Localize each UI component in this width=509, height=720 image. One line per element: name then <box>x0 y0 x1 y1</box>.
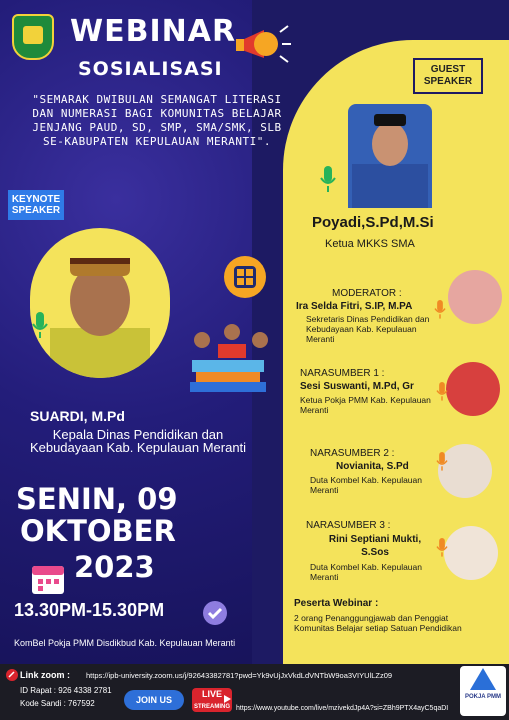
join-us-button[interactable]: JOIN US <box>124 690 184 710</box>
event-month: OKTOBER <box>20 514 176 548</box>
check-icon <box>202 600 228 626</box>
speaker-1-name: Sesi Suswanti, M.Pd, Gr <box>300 381 414 392</box>
speaker-3-role: Duta Kombel Kab. Kepulauan Meranti <box>310 562 422 582</box>
poster-subtitle: SOSIALISASI <box>78 58 223 80</box>
microphone-icon <box>320 166 336 194</box>
reading-illustration <box>172 310 284 400</box>
calendar-icon <box>30 560 66 596</box>
speaker-3-photo <box>444 526 498 580</box>
speaker-1-label: NARASUMBER 1 : <box>300 368 385 379</box>
pokja-pmm-logo <box>460 666 506 716</box>
regency-logo <box>12 14 54 60</box>
event-time: 13.30PM-15.30PM <box>14 600 165 620</box>
pokja-label: POKJA PMM <box>464 694 502 700</box>
microphone-icon <box>436 452 448 472</box>
microphone-icon <box>434 300 446 320</box>
webinar-theme: "SEMARAK DWIBULAN SEMANGAT LITERASI DAN NUMERASI BAGI KOMUNITAS BELAJAR JENJANG PAUD, SD, SMP, SMA/SMK, SLB SE-KABUPATEN KEPULAUAN MERANTI". <box>32 93 282 148</box>
guest-speaker-role: Ketua MKKS SMA <box>325 238 415 250</box>
participants-title: Peserta Webinar : <box>294 598 379 609</box>
speaker-2-label: NARASUMBER 2 : <box>310 448 395 459</box>
speaker-3-label: NARASUMBER 3 : <box>306 520 391 531</box>
megaphone-icon <box>236 22 292 68</box>
play-icon <box>222 694 232 704</box>
moderator-label: MODERATOR : <box>332 288 402 299</box>
microphone-icon <box>436 382 448 402</box>
pokja-emblem-icon <box>468 666 498 692</box>
organizer-text: KomBel Pokja PMM Disdikbud Kab. Kepulauan Meranti <box>14 638 236 648</box>
moderator-photo <box>448 270 502 324</box>
moderator-name: Ira Selda Fitri, S.IP, M.PA <box>296 301 413 312</box>
keynote-speaker-role: Kepala Dinas Pendidikan dan Kebudayaan Kab. Kepulauan Meranti <box>29 427 247 455</box>
gear-icon <box>222 254 268 300</box>
live-label: LIVE <box>201 689 222 699</box>
keynote-speaker-name: SUARDI, M.Pd <box>30 408 125 424</box>
guest-speaker-photo <box>348 104 432 208</box>
speaker-2-role: Duta Kombel Kab. Kepulauan Meranti <box>310 475 422 495</box>
zoom-link[interactable]: https://ipb-university.zoom.us/j/92643382781?pwd=Yk9vUjJxVkdLdVNTbW9oa3VIYUlLZz09 <box>86 671 393 680</box>
link-icon <box>6 669 18 681</box>
microphone-icon <box>436 538 448 558</box>
poster-title: WEBINAR <box>70 14 237 49</box>
streaming-label: STREAMING <box>194 704 230 710</box>
guest-speaker-name: Poyadi,S.Pd,M.Si <box>312 214 434 231</box>
speaker-1-photo <box>446 362 500 416</box>
guest-speaker-tag: GUEST SPEAKER <box>413 58 483 94</box>
microphone-icon <box>32 312 48 340</box>
speaker-3-name: Rini Septiani Mukti, S.Sos <box>328 534 422 558</box>
event-year: 2023 <box>74 550 155 584</box>
speaker-1-role: Ketua Pokja PMM Kab. Kepulauan Meranti <box>300 395 431 415</box>
moderator-role: Sekretaris Dinas Pendidikan dan Kebudayaan Kab. Kepulauan Meranti <box>306 314 430 344</box>
zoom-link-label: Link zoom : <box>20 670 70 680</box>
keynote-speaker-photo <box>30 228 170 378</box>
participants-description: 2 orang Penanggungjawab dan Penggiat Komunitas Belajar setiap Satuan Pendidikan <box>294 613 462 633</box>
youtube-link[interactable]: https://www.youtube.com/live/mzivekdJp4A?si=ZBh9PTX4ayC5qaDI <box>236 705 449 712</box>
keynote-tag: KEYNOTE SPEAKER <box>8 190 64 220</box>
event-day-date: SENIN, 09 <box>16 482 178 516</box>
meeting-id: ID Rapat : 926 4338 2781 <box>20 686 112 695</box>
meeting-passcode: Kode Sandi : 767592 <box>20 699 95 708</box>
speaker-2-name: Novianita, S.Pd <box>336 461 409 472</box>
